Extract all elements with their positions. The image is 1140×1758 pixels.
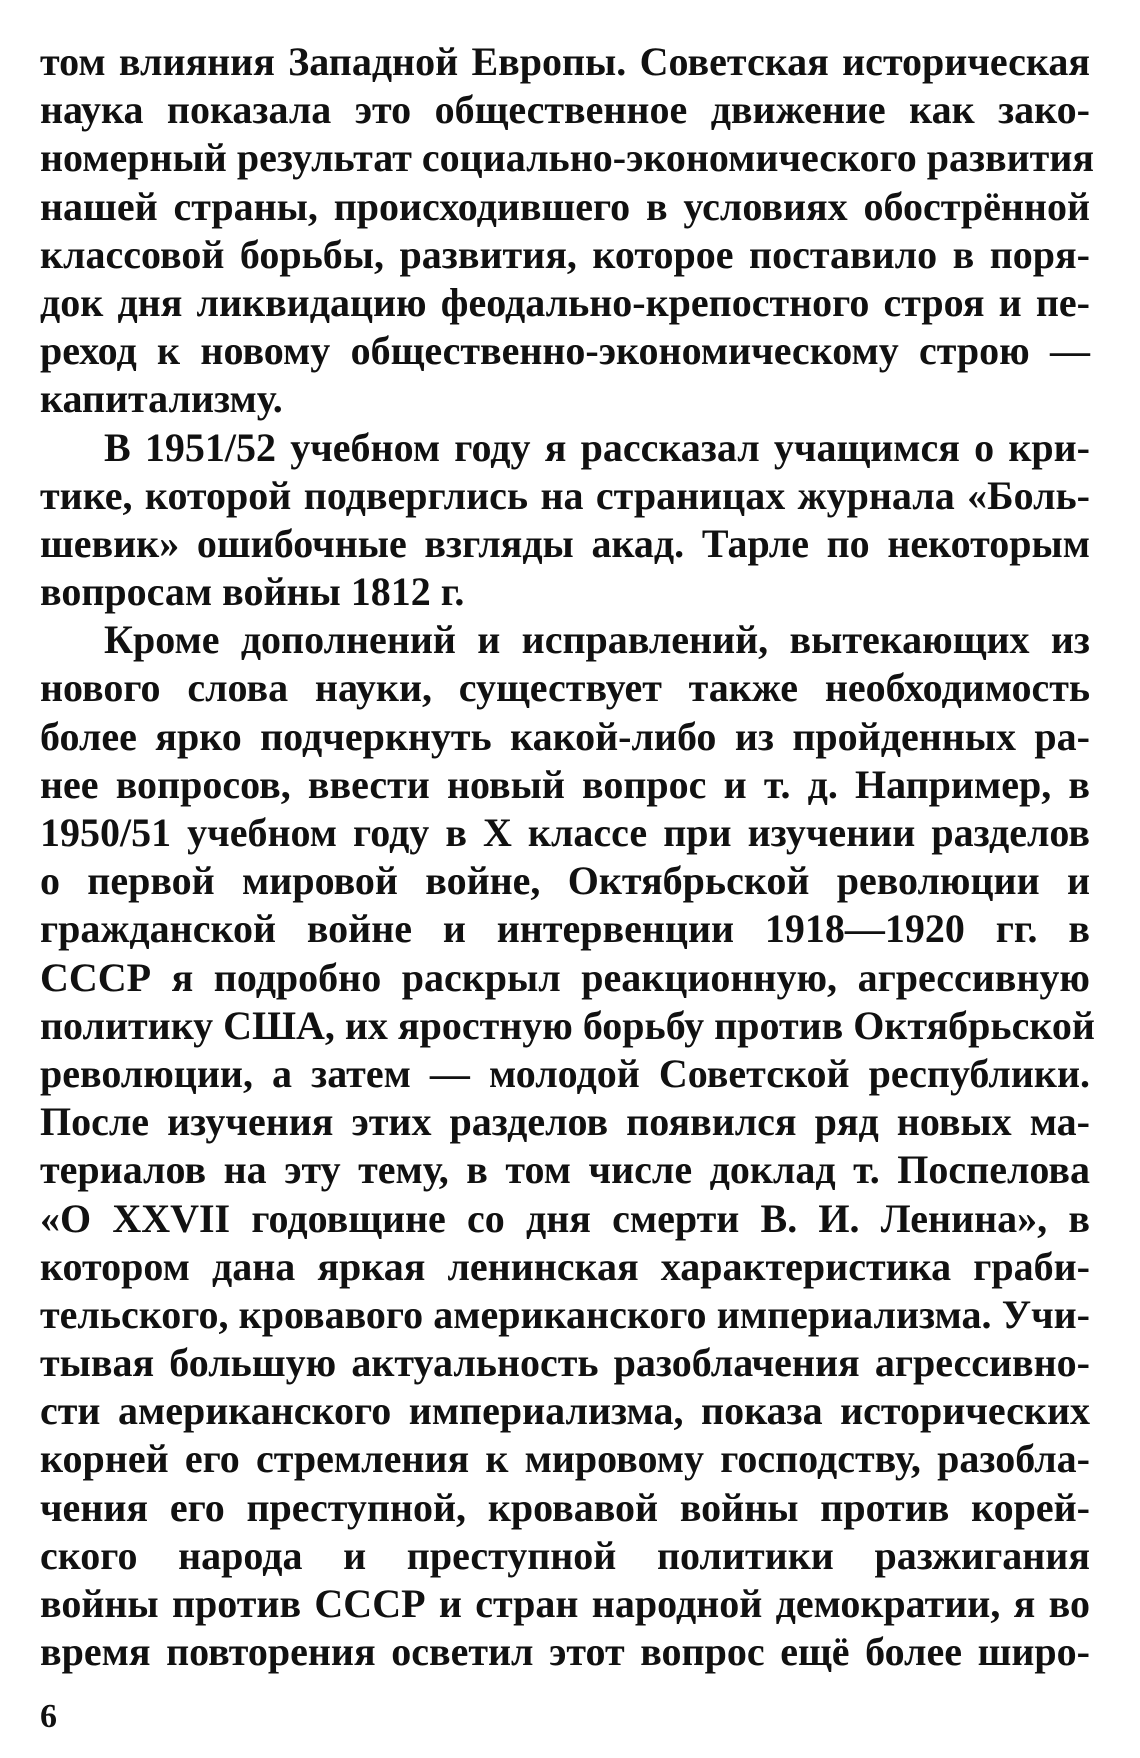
text-line: Кроме дополнений и исправлений, вытекающих из: [104, 617, 1090, 663]
text-line: реход к новому общественно-экономическому строю —: [40, 328, 1090, 374]
text-line: о первой мировой войне, Октябрьской революции и: [40, 858, 1090, 904]
text-line: нашей страны, происходившего в условиях обострённой: [40, 183, 1090, 229]
text-line: классовой борьбы, развития, которое поставило в поря-: [40, 231, 1090, 277]
text-line: политику США, их яростную борьбу против Октябрьской: [40, 1002, 1095, 1048]
text-line: корней его стремления к мировому господству, разобла-: [40, 1436, 1090, 1482]
text-line: номерный результат социально-экономического развития: [40, 135, 1095, 181]
text-line: капитализму.: [40, 376, 283, 422]
text-line: чения его преступной, кровавой войны против корей-: [40, 1484, 1090, 1530]
text-line: котором дана яркая ленинская характеристика граби-: [40, 1243, 1090, 1289]
paragraph-p1: [40, 38, 1095, 424]
document-body: [40, 38, 1095, 1676]
text-line: тывая большую актуальность разоблачения агрессивно-: [40, 1340, 1090, 1386]
text-line: шевик» ошибочные взгляды акад. Тарле по некоторым: [40, 520, 1090, 566]
text-line: время повторения осветил этот вопрос ещё более широ-: [40, 1629, 1090, 1675]
text-line: нового слова науки, существует также необходимость: [40, 665, 1090, 711]
text-line: ского народа и преступной политики разжигания: [40, 1532, 1090, 1578]
text-line: наука показала это общественное движение как зако-: [40, 87, 1090, 133]
text-line: гражданской войне и интервенции 1918—1920 гг. в: [40, 906, 1090, 952]
text-line: нее вопросов, ввести новый вопрос и т. д. Например, в: [40, 761, 1090, 807]
text-line: вопросам войны 1812 г.: [40, 569, 465, 615]
text-line: сти американского империализма, показа исторических: [40, 1388, 1090, 1434]
text-line: В 1951/52 учебном году я рассказал учащимся о кри-: [104, 424, 1090, 470]
text-line: 1950/51 учебном году в X классе при изучении разделов: [40, 810, 1090, 855]
text-line: тельского, кровавого американского империализма. Учи-: [40, 1291, 1090, 1337]
paragraph-p2: [40, 424, 1090, 617]
text-line: войны против СССР и стран народной демократии, я во: [40, 1581, 1090, 1626]
text-line: том влияния Западной Европы. Советская историческая: [40, 39, 1090, 84]
page-number: 6: [40, 1698, 57, 1735]
text-line: После изучения этих разделов появился ряд новых ма-: [40, 1099, 1090, 1145]
text-line: революции, а затем — молодой Советской республики.: [40, 1050, 1090, 1096]
text-line: «О XXVII годовщине со дня смерти В. И. Ленина», в: [40, 1195, 1090, 1241]
text-line: тике, которой подверглись на страницах журнала «Боль-: [40, 472, 1090, 518]
text-line: док дня ликвидацию феодально-крепостного строя и пе-: [40, 279, 1090, 325]
text-line: териалов на эту тему, в том числе доклад т. Поспелова: [40, 1147, 1090, 1193]
text-line: СССР я подробно раскрыл реакционную, агрессивную: [40, 954, 1090, 1000]
paragraph-p3: [40, 616, 1095, 1676]
text-line: более ярко подчеркнуть какой-либо из пройденных ра-: [40, 713, 1090, 759]
